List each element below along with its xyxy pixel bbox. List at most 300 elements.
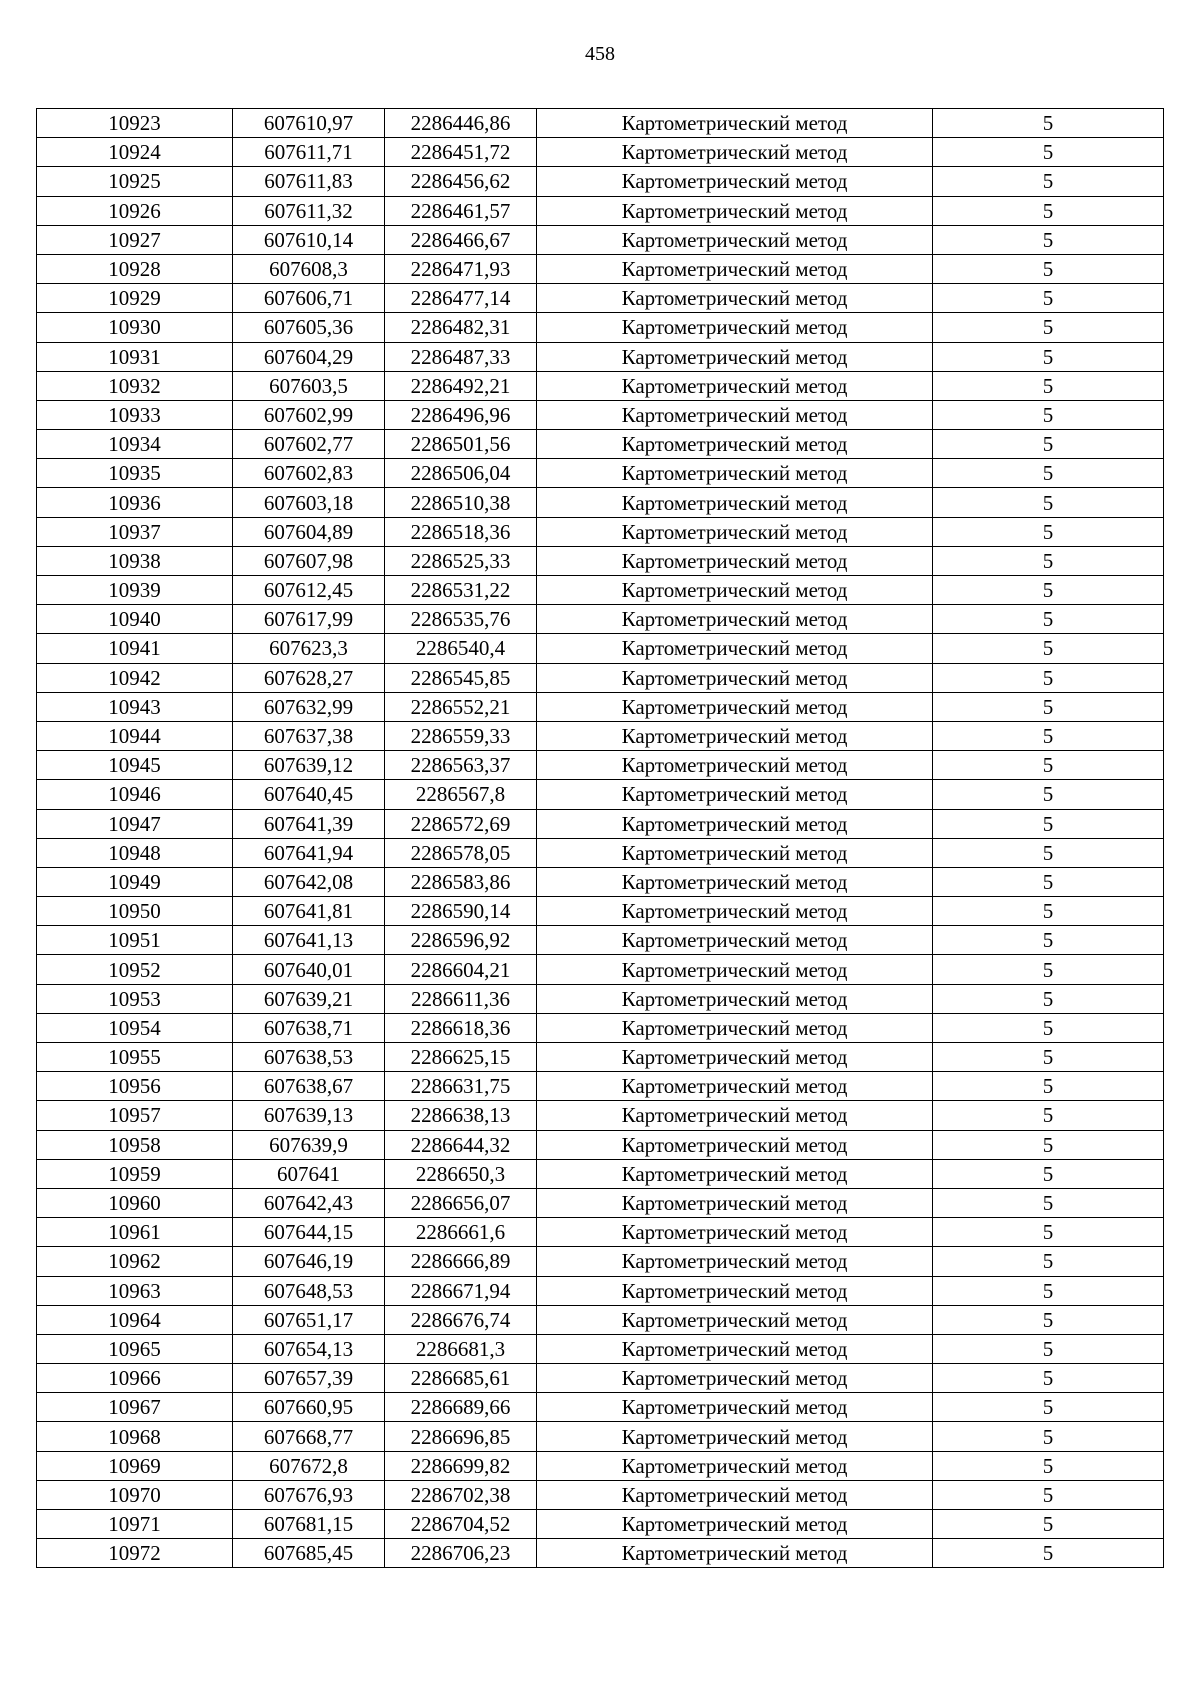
method-cell: Картометрический метод bbox=[537, 196, 933, 225]
method-cell: Картометрический метод bbox=[537, 1480, 933, 1509]
table-row bbox=[37, 897, 1164, 926]
table-row bbox=[37, 1072, 1164, 1101]
x-coordinate-cell: 607606,71 bbox=[233, 284, 385, 313]
accuracy-cell: 5 bbox=[933, 1101, 1164, 1130]
accuracy-cell: 5 bbox=[933, 1334, 1164, 1363]
point-number-cell: 10960 bbox=[37, 1188, 233, 1217]
y-coordinate-cell: 2286525,33 bbox=[385, 546, 537, 575]
table-row bbox=[37, 517, 1164, 546]
point-number-cell: 10929 bbox=[37, 284, 233, 313]
point-number-cell: 10957 bbox=[37, 1101, 233, 1130]
point-number-cell: 10943 bbox=[37, 692, 233, 721]
point-number-cell: 10961 bbox=[37, 1218, 233, 1247]
table-row bbox=[37, 167, 1164, 196]
table-body bbox=[37, 109, 1164, 1568]
table-row bbox=[37, 1188, 1164, 1217]
x-coordinate-cell: 607638,53 bbox=[233, 1043, 385, 1072]
y-coordinate-cell: 2286446,86 bbox=[385, 109, 537, 138]
point-number-cell: 10937 bbox=[37, 517, 233, 546]
point-number-cell: 10933 bbox=[37, 400, 233, 429]
y-coordinate-cell: 2286471,93 bbox=[385, 254, 537, 283]
y-coordinate-cell: 2286656,07 bbox=[385, 1188, 537, 1217]
y-coordinate-cell: 2286578,05 bbox=[385, 838, 537, 867]
accuracy-cell: 5 bbox=[933, 1393, 1164, 1422]
accuracy-cell: 5 bbox=[933, 1305, 1164, 1334]
method-cell: Картометрический метод bbox=[537, 1510, 933, 1539]
accuracy-cell: 5 bbox=[933, 780, 1164, 809]
table-row bbox=[37, 576, 1164, 605]
y-coordinate-cell: 2286696,85 bbox=[385, 1422, 537, 1451]
point-number-cell: 10927 bbox=[37, 225, 233, 254]
accuracy-cell: 5 bbox=[933, 1539, 1164, 1568]
accuracy-cell: 5 bbox=[933, 1072, 1164, 1101]
y-coordinate-cell: 2286661,6 bbox=[385, 1218, 537, 1247]
x-coordinate-cell: 607603,5 bbox=[233, 371, 385, 400]
table-row bbox=[37, 663, 1164, 692]
accuracy-cell: 5 bbox=[933, 1247, 1164, 1276]
x-coordinate-cell: 607640,45 bbox=[233, 780, 385, 809]
table-row bbox=[37, 1480, 1164, 1509]
method-cell: Картометрический метод bbox=[537, 225, 933, 254]
method-cell: Картометрический метод bbox=[537, 809, 933, 838]
accuracy-cell: 5 bbox=[933, 897, 1164, 926]
accuracy-cell: 5 bbox=[933, 1013, 1164, 1042]
point-number-cell: 10936 bbox=[37, 488, 233, 517]
method-cell: Картометрический метод bbox=[537, 342, 933, 371]
method-cell: Картометрический метод bbox=[537, 1305, 933, 1334]
accuracy-cell: 5 bbox=[933, 721, 1164, 750]
accuracy-cell: 5 bbox=[933, 546, 1164, 575]
x-coordinate-cell: 607638,71 bbox=[233, 1013, 385, 1042]
method-cell: Картометрический метод bbox=[537, 284, 933, 313]
y-coordinate-cell: 2286506,04 bbox=[385, 459, 537, 488]
table-row bbox=[37, 1218, 1164, 1247]
table-row bbox=[37, 459, 1164, 488]
point-number-cell: 10931 bbox=[37, 342, 233, 371]
accuracy-cell: 5 bbox=[933, 225, 1164, 254]
method-cell: Картометрический метод bbox=[537, 663, 933, 692]
x-coordinate-cell: 607654,13 bbox=[233, 1334, 385, 1363]
table-row bbox=[37, 225, 1164, 254]
x-coordinate-cell: 607612,45 bbox=[233, 576, 385, 605]
point-number-cell: 10954 bbox=[37, 1013, 233, 1042]
method-cell: Картометрический метод bbox=[537, 400, 933, 429]
method-cell: Картометрический метод bbox=[537, 1072, 933, 1101]
y-coordinate-cell: 2286631,75 bbox=[385, 1072, 537, 1101]
x-coordinate-cell: 607603,18 bbox=[233, 488, 385, 517]
method-cell: Картометрический метод bbox=[537, 1364, 933, 1393]
accuracy-cell: 5 bbox=[933, 1188, 1164, 1217]
accuracy-cell: 5 bbox=[933, 254, 1164, 283]
accuracy-cell: 5 bbox=[933, 751, 1164, 780]
accuracy-cell: 5 bbox=[933, 1159, 1164, 1188]
point-number-cell: 10968 bbox=[37, 1422, 233, 1451]
x-coordinate-cell: 607640,01 bbox=[233, 955, 385, 984]
point-number-cell: 10930 bbox=[37, 313, 233, 342]
point-number-cell: 10924 bbox=[37, 138, 233, 167]
point-number-cell: 10959 bbox=[37, 1159, 233, 1188]
accuracy-cell: 5 bbox=[933, 926, 1164, 955]
y-coordinate-cell: 2286540,4 bbox=[385, 634, 537, 663]
table-row bbox=[37, 780, 1164, 809]
y-coordinate-cell: 2286477,14 bbox=[385, 284, 537, 313]
table-row bbox=[37, 488, 1164, 517]
accuracy-cell: 5 bbox=[933, 605, 1164, 634]
y-coordinate-cell: 2286604,21 bbox=[385, 955, 537, 984]
y-coordinate-cell: 2286625,15 bbox=[385, 1043, 537, 1072]
method-cell: Картометрический метод bbox=[537, 430, 933, 459]
x-coordinate-cell: 607632,99 bbox=[233, 692, 385, 721]
table-row bbox=[37, 109, 1164, 138]
method-cell: Картометрический метод bbox=[537, 838, 933, 867]
y-coordinate-cell: 2286583,86 bbox=[385, 867, 537, 896]
point-number-cell: 10934 bbox=[37, 430, 233, 459]
y-coordinate-cell: 2286552,21 bbox=[385, 692, 537, 721]
table-row bbox=[37, 1393, 1164, 1422]
accuracy-cell: 5 bbox=[933, 1422, 1164, 1451]
x-coordinate-cell: 607602,83 bbox=[233, 459, 385, 488]
method-cell: Картометрический метод bbox=[537, 984, 933, 1013]
y-coordinate-cell: 2286638,13 bbox=[385, 1101, 537, 1130]
table-row bbox=[37, 1276, 1164, 1305]
table-row bbox=[37, 284, 1164, 313]
accuracy-cell: 5 bbox=[933, 692, 1164, 721]
x-coordinate-cell: 607610,97 bbox=[233, 109, 385, 138]
x-coordinate-cell: 607638,67 bbox=[233, 1072, 385, 1101]
table-row bbox=[37, 1334, 1164, 1363]
x-coordinate-cell: 607685,45 bbox=[233, 1539, 385, 1568]
point-number-cell: 10962 bbox=[37, 1247, 233, 1276]
x-coordinate-cell: 607611,32 bbox=[233, 196, 385, 225]
x-coordinate-cell: 607641,39 bbox=[233, 809, 385, 838]
x-coordinate-cell: 607660,95 bbox=[233, 1393, 385, 1422]
x-coordinate-cell: 607602,99 bbox=[233, 400, 385, 429]
point-number-cell: 10956 bbox=[37, 1072, 233, 1101]
method-cell: Картометрический метод bbox=[537, 721, 933, 750]
y-coordinate-cell: 2286572,69 bbox=[385, 809, 537, 838]
method-cell: Картометрический метод bbox=[537, 605, 933, 634]
table-row bbox=[37, 1101, 1164, 1130]
y-coordinate-cell: 2286510,38 bbox=[385, 488, 537, 517]
y-coordinate-cell: 2286611,36 bbox=[385, 984, 537, 1013]
table-row bbox=[37, 1247, 1164, 1276]
x-coordinate-cell: 607644,15 bbox=[233, 1218, 385, 1247]
accuracy-cell: 5 bbox=[933, 371, 1164, 400]
table-row bbox=[37, 692, 1164, 721]
x-coordinate-cell: 607608,3 bbox=[233, 254, 385, 283]
method-cell: Картометрический метод bbox=[537, 1013, 933, 1042]
point-number-cell: 10952 bbox=[37, 955, 233, 984]
x-coordinate-cell: 607637,38 bbox=[233, 721, 385, 750]
accuracy-cell: 5 bbox=[933, 517, 1164, 546]
y-coordinate-cell: 2286545,85 bbox=[385, 663, 537, 692]
x-coordinate-cell: 607642,43 bbox=[233, 1188, 385, 1217]
method-cell: Картометрический метод bbox=[537, 254, 933, 283]
accuracy-cell: 5 bbox=[933, 138, 1164, 167]
y-coordinate-cell: 2286704,52 bbox=[385, 1510, 537, 1539]
point-number-cell: 10967 bbox=[37, 1393, 233, 1422]
point-number-cell: 10969 bbox=[37, 1451, 233, 1480]
y-coordinate-cell: 2286681,3 bbox=[385, 1334, 537, 1363]
table-row bbox=[37, 1159, 1164, 1188]
x-coordinate-cell: 607604,29 bbox=[233, 342, 385, 371]
method-cell: Картометрический метод bbox=[537, 1218, 933, 1247]
table-row bbox=[37, 1043, 1164, 1072]
x-coordinate-cell: 607676,93 bbox=[233, 1480, 385, 1509]
accuracy-cell: 5 bbox=[933, 167, 1164, 196]
x-coordinate-cell: 607641,13 bbox=[233, 926, 385, 955]
x-coordinate-cell: 607639,13 bbox=[233, 1101, 385, 1130]
method-cell: Картометрический метод bbox=[537, 1393, 933, 1422]
y-coordinate-cell: 2286706,23 bbox=[385, 1539, 537, 1568]
y-coordinate-cell: 2286487,33 bbox=[385, 342, 537, 371]
point-number-cell: 10966 bbox=[37, 1364, 233, 1393]
y-coordinate-cell: 2286618,36 bbox=[385, 1013, 537, 1042]
accuracy-cell: 5 bbox=[933, 1510, 1164, 1539]
y-coordinate-cell: 2286689,66 bbox=[385, 1393, 537, 1422]
table-row bbox=[37, 1422, 1164, 1451]
table-row bbox=[37, 430, 1164, 459]
accuracy-cell: 5 bbox=[933, 196, 1164, 225]
method-cell: Картометрический метод bbox=[537, 1188, 933, 1217]
y-coordinate-cell: 2286466,67 bbox=[385, 225, 537, 254]
point-number-cell: 10939 bbox=[37, 576, 233, 605]
y-coordinate-cell: 2286559,33 bbox=[385, 721, 537, 750]
table-row bbox=[37, 1539, 1164, 1568]
method-cell: Картометрический метод bbox=[537, 1276, 933, 1305]
point-number-cell: 10935 bbox=[37, 459, 233, 488]
table-row bbox=[37, 400, 1164, 429]
method-cell: Картометрический метод bbox=[537, 1101, 933, 1130]
accuracy-cell: 5 bbox=[933, 634, 1164, 663]
table-row bbox=[37, 955, 1164, 984]
method-cell: Картометрический метод bbox=[537, 692, 933, 721]
accuracy-cell: 5 bbox=[933, 955, 1164, 984]
method-cell: Картометрический метод bbox=[537, 634, 933, 663]
method-cell: Картометрический метод bbox=[537, 867, 933, 896]
table-row bbox=[37, 1130, 1164, 1159]
point-number-cell: 10946 bbox=[37, 780, 233, 809]
accuracy-cell: 5 bbox=[933, 430, 1164, 459]
y-coordinate-cell: 2286567,8 bbox=[385, 780, 537, 809]
method-cell: Картометрический метод bbox=[537, 313, 933, 342]
y-coordinate-cell: 2286699,82 bbox=[385, 1451, 537, 1480]
table-row bbox=[37, 546, 1164, 575]
method-cell: Картометрический метод bbox=[537, 109, 933, 138]
method-cell: Картометрический метод bbox=[537, 955, 933, 984]
accuracy-cell: 5 bbox=[933, 1043, 1164, 1072]
point-number-cell: 10928 bbox=[37, 254, 233, 283]
y-coordinate-cell: 2286702,38 bbox=[385, 1480, 537, 1509]
accuracy-cell: 5 bbox=[933, 1480, 1164, 1509]
table-row bbox=[37, 984, 1164, 1013]
point-number-cell: 10953 bbox=[37, 984, 233, 1013]
accuracy-cell: 5 bbox=[933, 1276, 1164, 1305]
x-coordinate-cell: 607602,77 bbox=[233, 430, 385, 459]
method-cell: Картометрический метод bbox=[537, 488, 933, 517]
x-coordinate-cell: 607639,9 bbox=[233, 1130, 385, 1159]
point-number-cell: 10926 bbox=[37, 196, 233, 225]
x-coordinate-cell: 607605,36 bbox=[233, 313, 385, 342]
point-number-cell: 10972 bbox=[37, 1539, 233, 1568]
coordinates-table bbox=[36, 108, 1164, 1568]
accuracy-cell: 5 bbox=[933, 984, 1164, 1013]
point-number-cell: 10965 bbox=[37, 1334, 233, 1363]
table-row bbox=[37, 926, 1164, 955]
x-coordinate-cell: 607657,39 bbox=[233, 1364, 385, 1393]
y-coordinate-cell: 2286596,92 bbox=[385, 926, 537, 955]
table-row bbox=[37, 1305, 1164, 1334]
method-cell: Картометрический метод bbox=[537, 517, 933, 546]
table-row bbox=[37, 342, 1164, 371]
table-row bbox=[37, 867, 1164, 896]
accuracy-cell: 5 bbox=[933, 313, 1164, 342]
y-coordinate-cell: 2286644,32 bbox=[385, 1130, 537, 1159]
x-coordinate-cell: 607681,15 bbox=[233, 1510, 385, 1539]
point-number-cell: 10955 bbox=[37, 1043, 233, 1072]
x-coordinate-cell: 607641,94 bbox=[233, 838, 385, 867]
x-coordinate-cell: 607610,14 bbox=[233, 225, 385, 254]
table-row bbox=[37, 1013, 1164, 1042]
method-cell: Картометрический метод bbox=[537, 576, 933, 605]
accuracy-cell: 5 bbox=[933, 663, 1164, 692]
y-coordinate-cell: 2286451,72 bbox=[385, 138, 537, 167]
table-row bbox=[37, 809, 1164, 838]
y-coordinate-cell: 2286590,14 bbox=[385, 897, 537, 926]
point-number-cell: 10948 bbox=[37, 838, 233, 867]
table-row bbox=[37, 838, 1164, 867]
method-cell: Картометрический метод bbox=[537, 1334, 933, 1363]
point-number-cell: 10942 bbox=[37, 663, 233, 692]
accuracy-cell: 5 bbox=[933, 459, 1164, 488]
method-cell: Картометрический метод bbox=[537, 167, 933, 196]
accuracy-cell: 5 bbox=[933, 1451, 1164, 1480]
method-cell: Картометрический метод bbox=[537, 138, 933, 167]
point-number-cell: 10951 bbox=[37, 926, 233, 955]
accuracy-cell: 5 bbox=[933, 1364, 1164, 1393]
accuracy-cell: 5 bbox=[933, 342, 1164, 371]
point-number-cell: 10925 bbox=[37, 167, 233, 196]
point-number-cell: 10958 bbox=[37, 1130, 233, 1159]
y-coordinate-cell: 2286666,89 bbox=[385, 1247, 537, 1276]
method-cell: Картометрический метод bbox=[537, 546, 933, 575]
accuracy-cell: 5 bbox=[933, 576, 1164, 605]
x-coordinate-cell: 607623,3 bbox=[233, 634, 385, 663]
x-coordinate-cell: 607641 bbox=[233, 1159, 385, 1188]
point-number-cell: 10932 bbox=[37, 371, 233, 400]
method-cell: Картометрический метод bbox=[537, 371, 933, 400]
accuracy-cell: 5 bbox=[933, 488, 1164, 517]
point-number-cell: 10949 bbox=[37, 867, 233, 896]
y-coordinate-cell: 2286482,31 bbox=[385, 313, 537, 342]
x-coordinate-cell: 607639,12 bbox=[233, 751, 385, 780]
x-coordinate-cell: 607611,71 bbox=[233, 138, 385, 167]
x-coordinate-cell: 607607,98 bbox=[233, 546, 385, 575]
y-coordinate-cell: 2286531,22 bbox=[385, 576, 537, 605]
table-row bbox=[37, 634, 1164, 663]
x-coordinate-cell: 607668,77 bbox=[233, 1422, 385, 1451]
x-coordinate-cell: 607648,53 bbox=[233, 1276, 385, 1305]
point-number-cell: 10940 bbox=[37, 605, 233, 634]
accuracy-cell: 5 bbox=[933, 284, 1164, 313]
x-coordinate-cell: 607641,81 bbox=[233, 897, 385, 926]
table-row bbox=[37, 371, 1164, 400]
method-cell: Картометрический метод bbox=[537, 1043, 933, 1072]
table-row bbox=[37, 1364, 1164, 1393]
method-cell: Картометрический метод bbox=[537, 1159, 933, 1188]
x-coordinate-cell: 607628,27 bbox=[233, 663, 385, 692]
y-coordinate-cell: 2286650,3 bbox=[385, 1159, 537, 1188]
y-coordinate-cell: 2286685,61 bbox=[385, 1364, 537, 1393]
accuracy-cell: 5 bbox=[933, 1218, 1164, 1247]
y-coordinate-cell: 2286501,56 bbox=[385, 430, 537, 459]
table-row bbox=[37, 605, 1164, 634]
accuracy-cell: 5 bbox=[933, 809, 1164, 838]
point-number-cell: 10970 bbox=[37, 1480, 233, 1509]
y-coordinate-cell: 2286676,74 bbox=[385, 1305, 537, 1334]
table-row bbox=[37, 254, 1164, 283]
method-cell: Картометрический метод bbox=[537, 780, 933, 809]
accuracy-cell: 5 bbox=[933, 838, 1164, 867]
method-cell: Картометрический метод bbox=[537, 1130, 933, 1159]
method-cell: Картометрический метод bbox=[537, 1451, 933, 1480]
point-number-cell: 10945 bbox=[37, 751, 233, 780]
table-row bbox=[37, 721, 1164, 750]
point-number-cell: 10950 bbox=[37, 897, 233, 926]
y-coordinate-cell: 2286671,94 bbox=[385, 1276, 537, 1305]
table-row bbox=[37, 196, 1164, 225]
y-coordinate-cell: 2286563,37 bbox=[385, 751, 537, 780]
method-cell: Картометрический метод bbox=[537, 459, 933, 488]
method-cell: Картометрический метод bbox=[537, 751, 933, 780]
y-coordinate-cell: 2286496,96 bbox=[385, 400, 537, 429]
method-cell: Картометрический метод bbox=[537, 897, 933, 926]
point-number-cell: 10971 bbox=[37, 1510, 233, 1539]
point-number-cell: 10947 bbox=[37, 809, 233, 838]
table-row bbox=[37, 138, 1164, 167]
table-row bbox=[37, 1510, 1164, 1539]
accuracy-cell: 5 bbox=[933, 1130, 1164, 1159]
x-coordinate-cell: 607611,83 bbox=[233, 167, 385, 196]
table-row bbox=[37, 751, 1164, 780]
point-number-cell: 10964 bbox=[37, 1305, 233, 1334]
x-coordinate-cell: 607672,8 bbox=[233, 1451, 385, 1480]
point-number-cell: 10941 bbox=[37, 634, 233, 663]
point-number-cell: 10963 bbox=[37, 1276, 233, 1305]
x-coordinate-cell: 607651,17 bbox=[233, 1305, 385, 1334]
x-coordinate-cell: 607642,08 bbox=[233, 867, 385, 896]
method-cell: Картометрический метод bbox=[537, 1539, 933, 1568]
method-cell: Картометрический метод bbox=[537, 1422, 933, 1451]
point-number-cell: 10944 bbox=[37, 721, 233, 750]
x-coordinate-cell: 607646,19 bbox=[233, 1247, 385, 1276]
accuracy-cell: 5 bbox=[933, 109, 1164, 138]
page-number: 458 bbox=[585, 43, 615, 65]
x-coordinate-cell: 607617,99 bbox=[233, 605, 385, 634]
accuracy-cell: 5 bbox=[933, 400, 1164, 429]
table-row bbox=[37, 313, 1164, 342]
x-coordinate-cell: 607604,89 bbox=[233, 517, 385, 546]
y-coordinate-cell: 2286456,62 bbox=[385, 167, 537, 196]
accuracy-cell: 5 bbox=[933, 867, 1164, 896]
y-coordinate-cell: 2286535,76 bbox=[385, 605, 537, 634]
method-cell: Картометрический метод bbox=[537, 1247, 933, 1276]
x-coordinate-cell: 607639,21 bbox=[233, 984, 385, 1013]
point-number-cell: 10938 bbox=[37, 546, 233, 575]
y-coordinate-cell: 2286461,57 bbox=[385, 196, 537, 225]
y-coordinate-cell: 2286518,36 bbox=[385, 517, 537, 546]
point-number-cell: 10923 bbox=[37, 109, 233, 138]
